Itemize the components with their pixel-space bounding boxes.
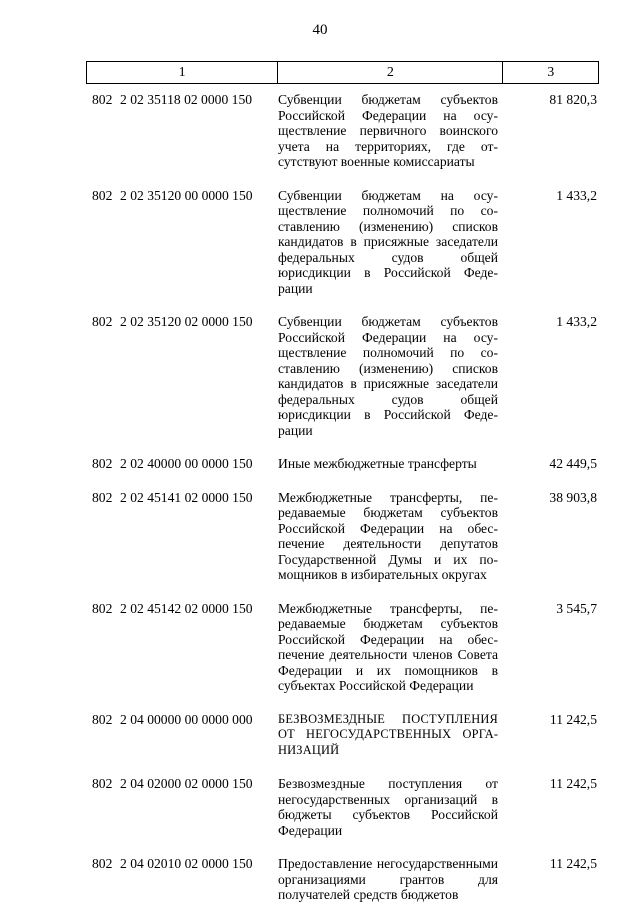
budget-code-cell: 2 02 45141 02 0000 150 — [120, 489, 253, 505]
income-name-cell: Субвенции бюджетам на осуществление полномочий по составлению (изменению) списков кандидатов в присяжные заседатели федеральных судов общей юрисдикции в Российской Федерации — [278, 187, 498, 296]
income-name-cell: Межбюджетные трансферты, передаваемые бюджетам субъектов Российской Федерации на обеспечение деятельности членов Совета Федерации и их помощников в субъектах Российской Федерации — [278, 600, 498, 693]
admin-code-cell: 802 — [92, 711, 113, 727]
budget-code-cell: 2 02 45142 02 0000 150 — [120, 600, 253, 616]
table-row — [86, 456, 599, 472]
amount-cell: 11 242,5 — [549, 776, 597, 791]
income-name-cell: Безвозмездные поступления от негосударственных организаций в бюджеты субъектов Российской Федерации — [278, 776, 498, 838]
table-row — [86, 776, 599, 838]
admin-code-cell: 802 — [92, 600, 113, 616]
budget-code-cell: 2 02 35120 02 0000 150 — [120, 314, 253, 329]
budget-code-cell: 2 04 02010 02 0000 150 — [120, 856, 253, 871]
income-name-cell: Предоставление негосударственными организациями грантов для получателей средств бюджетов — [278, 856, 498, 902]
admin-code-cell: 802 — [92, 856, 113, 871]
income-name-cell: Иные межбюджетные трансферты — [278, 456, 477, 471]
budget-code-cell: 2 02 40000 00 0000 150 — [120, 456, 253, 471]
table-row — [86, 92, 599, 170]
admin-code-cell: 802 — [92, 489, 113, 505]
amount-cell: 42 449,5 — [549, 456, 597, 471]
income-name-cell: Межбюджетные трансферты, передаваемые бюджетам субъектов Российской Федерации на обеспечение деятельности депутатов Государственной Думы и их помощников в избирательных округах — [278, 489, 498, 582]
table-row — [86, 856, 599, 903]
amount-cell: 38 903,8 — [549, 489, 597, 505]
admin-code-cell: 802 — [92, 92, 113, 107]
admin-code-cell: 802 — [92, 314, 113, 329]
admin-code-cell: 802 — [92, 776, 113, 791]
column-header-2: 2 — [278, 62, 503, 83]
budget-code-cell: 2 04 00000 00 0000 000 — [120, 711, 253, 727]
table-body — [86, 92, 599, 903]
income-name-cell: Субвенции бюджетам субъектов Российской Федерации на осуществление первичного воинского учета на территориях, где отсутствуют военные комиссариаты — [278, 92, 498, 169]
table-row — [86, 601, 599, 694]
table-row — [86, 188, 599, 297]
amount-cell: 81 820,3 — [549, 92, 597, 107]
column-header-1: 1 — [87, 62, 278, 83]
table-row — [86, 490, 599, 583]
admin-code-cell: 802 — [92, 456, 113, 471]
page-number: 40 — [312, 22, 328, 38]
budget-code-cell: 2 02 35120 00 0000 150 — [120, 187, 253, 203]
column-header-3: 3 — [547, 64, 555, 80]
budget-code-cell: 2 02 35118 02 0000 150 — [120, 92, 253, 107]
table-row — [86, 314, 599, 438]
amount-cell: 1 433,2 — [556, 314, 597, 329]
budget-code-cell: 2 04 02000 02 0000 150 — [120, 776, 253, 791]
income-name-cell: БЕЗВОЗМЕЗДНЫЕ ПОСТУПЛЕНИЯ ОТ НЕГОСУДАРСТВЕННЫХ ОРГАНИЗАЦИЙ — [278, 711, 498, 757]
table-header-row — [86, 61, 599, 84]
amount-cell: 11 242,5 — [549, 711, 597, 727]
amount-cell: 3 545,7 — [556, 600, 597, 616]
amount-cell: 11 242,5 — [549, 856, 597, 871]
admin-code-cell: 802 — [92, 187, 113, 203]
income-name-cell: Субвенции бюджетам субъектов Российской Федерации на осуществление полномочий по составлению (изменению) списков кандидатов в присяжные заседатели федеральных судов общей юрисдикции в Российской Федерации — [278, 314, 498, 438]
table-row — [86, 712, 599, 759]
amount-cell: 1 433,2 — [556, 187, 597, 203]
